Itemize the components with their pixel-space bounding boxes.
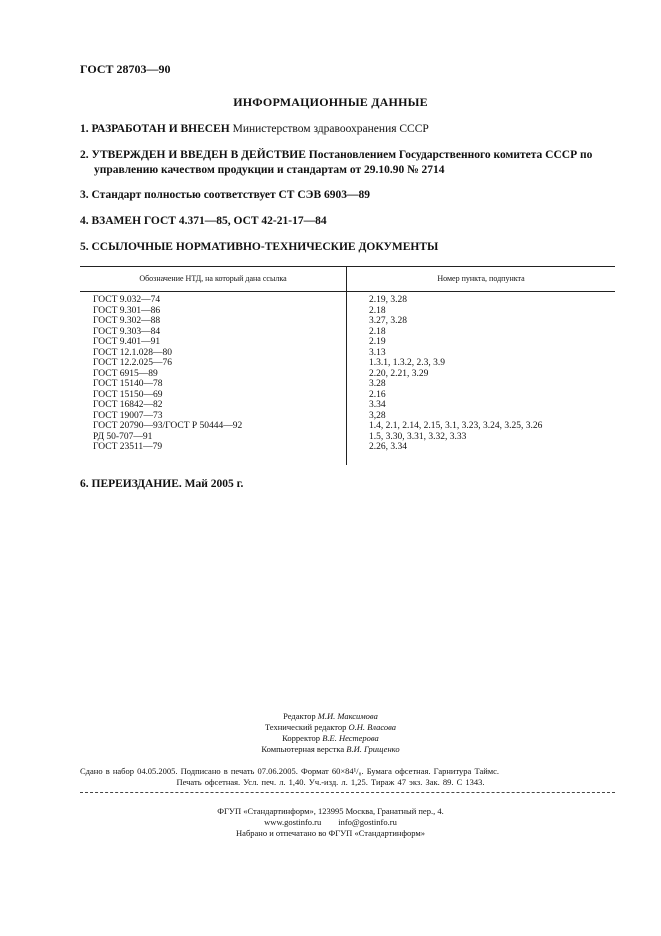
table-doc-column bbox=[93, 295, 242, 453]
table-cell-doc: ГОСТ 12.2.025—76 bbox=[93, 358, 172, 368]
table-column-divider bbox=[346, 266, 347, 465]
table-cell-clause: 2.26, 3.34 bbox=[369, 442, 407, 452]
editor-name: М.И. Максимова bbox=[317, 711, 378, 721]
table-cell-doc: ГОСТ 20790—93/ГОСТ Р 50444—92 bbox=[93, 421, 243, 431]
item-6-num: 6. bbox=[80, 478, 89, 490]
editorial-credits bbox=[0, 711, 661, 755]
item-6-bold: ПЕРЕИЗДАНИЕ. bbox=[91, 478, 182, 490]
item-1-num: 1. bbox=[80, 123, 89, 135]
tech-editor-label: Технический редактор bbox=[264, 722, 347, 732]
table-cell-clause: 3.27, 3.28 bbox=[369, 316, 407, 326]
table-cell-doc: ГОСТ 6915—89 bbox=[93, 368, 158, 379]
table-header-document: Обозначение НТД, на который дана ссылка bbox=[139, 274, 287, 283]
publisher-site: www.gostinfo.ru bbox=[264, 817, 322, 827]
table-cell-clause: 2.18 bbox=[369, 326, 386, 337]
item-4 bbox=[80, 214, 620, 229]
table-cell-doc: РД 50-707—91 bbox=[93, 431, 153, 442]
publisher-email: info@gostinfo.ru bbox=[338, 817, 397, 827]
table-cell-clause: 3,28 bbox=[369, 410, 386, 421]
table-cell-doc: ГОСТ 16842—82 bbox=[93, 400, 163, 410]
item-3 bbox=[80, 188, 620, 203]
table-cell-doc: ГОСТ 19007—73 bbox=[93, 410, 163, 421]
table-cell-doc: ГОСТ 9.302—88 bbox=[93, 316, 161, 326]
table-cell-doc: ГОСТ 9.301—86 bbox=[93, 305, 161, 316]
publisher-info bbox=[0, 806, 661, 839]
table-cell-doc: ГОСТ 15150—69 bbox=[93, 389, 163, 400]
item-4-num: 4. bbox=[80, 215, 89, 227]
table-cell-doc: ГОСТ 9.401—91 bbox=[93, 337, 161, 347]
item-1-text: Министерством здравоохранения СССР bbox=[229, 123, 429, 135]
table-top-rule bbox=[80, 266, 615, 267]
layout-name: В.И. Грищенко bbox=[346, 744, 400, 754]
table-header-rule bbox=[80, 291, 615, 292]
table-cell-clause: 2.16 bbox=[369, 389, 386, 400]
table-cell-clause: 2.19 bbox=[369, 337, 386, 347]
item-6 bbox=[80, 477, 620, 492]
table-cell-doc: ГОСТ 15140—78 bbox=[93, 379, 163, 389]
table-cell-clause: 2.20, 2.21, 3.29 bbox=[369, 368, 429, 379]
table-cell-clause: 3.34 bbox=[369, 400, 386, 410]
item-2-text: Постановлением Государственного комитета СССР по управлению качеством продукции и стандартам от 29.10.90 № 2714 bbox=[94, 149, 593, 176]
table-cell-doc: ГОСТ 9.032—74 bbox=[93, 295, 161, 305]
document-code: ГОСТ 28703—90 bbox=[80, 62, 171, 76]
tech-editor-name: О.Н. Власова bbox=[348, 722, 397, 732]
item-5-bold: ССЫЛОЧНЫЕ НОРМАТИВНО-ТЕХНИЧЕСКИЕ ДОКУМЕНТЫ bbox=[91, 241, 439, 253]
table-cell-clause: 3.13 bbox=[369, 347, 386, 358]
table-cell-clause: 1.5, 3.30, 3.31, 3.32, 3.33 bbox=[369, 431, 467, 442]
printing-info-line-2: Печать офсетная. Усл. печ. л. 1,40. Уч.-изд. л. 1,25. Тираж 47 экз. Зак. 89. С 1343. bbox=[176, 777, 485, 787]
table-cell-clause: 2.18 bbox=[369, 305, 386, 316]
table-cell-clause: 3.28 bbox=[369, 379, 386, 389]
table-cell-clause: 1.4, 2.1, 2.14, 2.15, 3.1, 3.23, 3.24, 3.25, 3.26 bbox=[369, 421, 543, 431]
table-header-clause: Номер пункта, подпункта bbox=[437, 274, 525, 283]
printing-info-line-1: Сдано в набор 04.05.2005. Подписано в печать 07.06.2005. Формат 60×84¹/₈. Бумага офсетная. Гарнитура Таймс. bbox=[80, 766, 500, 776]
item-2-bold: УТВЕРЖДЕН И ВВЕДЕН В ДЕЙСТВИЕ bbox=[91, 149, 306, 161]
corrector-label: Корректор bbox=[282, 733, 321, 743]
item-1-bold: РАЗРАБОТАН И ВНЕСЕН bbox=[91, 123, 230, 135]
layout-label: Компьютерная верстка bbox=[261, 744, 345, 754]
item-4-bold: ВЗАМЕН ГОСТ 4.371—85, ОСТ 42-21-17—84 bbox=[91, 215, 327, 227]
item-1 bbox=[80, 122, 620, 137]
table-clause-column bbox=[369, 295, 542, 453]
table-cell-doc: ГОСТ 12.1.028—80 bbox=[93, 347, 172, 358]
item-6-text: Май 2005 г. bbox=[181, 478, 244, 490]
item-3-num: 3. bbox=[80, 189, 89, 201]
table-cell-clause: 2.19, 3.28 bbox=[369, 295, 407, 305]
dashed-divider bbox=[80, 792, 615, 793]
table-cell-doc: ГОСТ 9.303—84 bbox=[93, 326, 161, 337]
table-cell-clause: 1.3.1, 1.3.2, 2.3, 3.9 bbox=[369, 358, 445, 368]
table-cell-doc: ГОСТ 23511—79 bbox=[93, 442, 163, 452]
item-5 bbox=[80, 240, 620, 255]
publisher-printed-by: Набрано и отпечатано во ФГУП «Стандартинформ» bbox=[236, 828, 425, 838]
publisher-address: ФГУП «Стандартинформ», 123995 Москва, Гранатный пер., 4. bbox=[217, 806, 444, 816]
corrector-name: В.Е. Нестерова bbox=[322, 733, 379, 743]
item-2-num: 2. bbox=[80, 149, 89, 161]
item-3-text: Стандарт полностью соответствует СТ СЭВ 6903—89 bbox=[91, 189, 371, 201]
page-title: ИНФОРМАЦИОННЫЕ ДАННЫЕ bbox=[233, 95, 428, 109]
item-5-num: 5. bbox=[80, 241, 89, 253]
editor-label: Редактор bbox=[283, 711, 316, 721]
item-2 bbox=[80, 148, 634, 178]
